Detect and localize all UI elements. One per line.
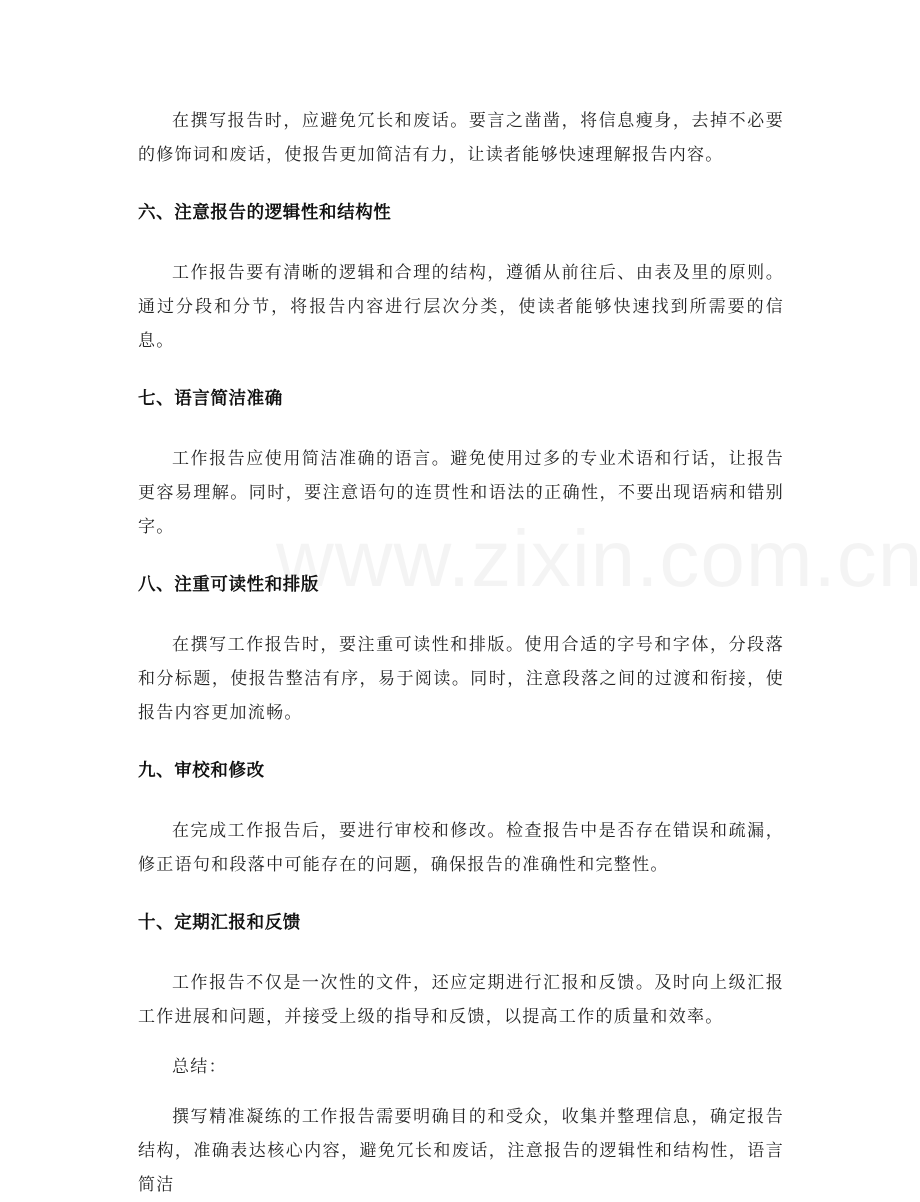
summary-body: 撰写精准凝练的工作报告需要明确目的和受众，收集并整理信息，确定报告结构，准确表达核心内容，避免冗长和废话，注意报告的逻辑性和结构性，语言简洁 xyxy=(138,1107,784,1195)
intro-paragraph: 在撰写报告时，应避免冗长和废话。要言之凿凿，将信息瘦身，去掉不必要的修饰词和废话，使报告更加简洁有力，让读者能够快速理解报告内容。 xyxy=(138,111,784,165)
section-9-body: 在完成工作报告后，要进行审校和修改。检查报告中是否存在错误和疏漏，修正语句和段落中可能存在的问题，确保报告的准确性和完整性。 xyxy=(138,821,784,875)
summary-label: 总结： xyxy=(172,1057,227,1077)
section-6-body: 工作报告要有清晰的逻辑和合理的结构，遵循从前往后、由表及里的原则。通过分段和分节，将报告内容进行层次分类，使读者能够快速找到所需要的信息。 xyxy=(138,263,784,351)
section-10-title: 十、定期汇报和反馈 xyxy=(138,913,301,933)
section-7-title: 七、语言简洁准确 xyxy=(138,389,283,409)
section-9-title: 九、审校和修改 xyxy=(138,761,265,781)
document-body xyxy=(138,104,784,1202)
section-8-body: 在撰写工作报告时，要注重可读性和排版。使用合适的字号和字体，分段落和分标题，使报告整洁有序，易于阅读。同时，注意段落之间的过渡和衔接，使报告内容更加流畅。 xyxy=(138,635,784,723)
section-10-body: 工作报告不仅是一次性的文件，还应定期进行汇报和反馈。及时向上级汇报工作进展和问题，并接受上级的指导和反馈，以提高工作的质量和效率。 xyxy=(138,973,784,1027)
section-8-title: 八、注重可读性和排版 xyxy=(138,575,319,595)
section-7-body: 工作报告应使用简洁准确的语言。避免使用过多的专业术语和行话，让报告更容易理解。同时，要注意语句的连贯性和语法的正确性，不要出现语病和错别字。 xyxy=(138,449,784,537)
section-6-title: 六、注意报告的逻辑性和结构性 xyxy=(138,203,392,223)
